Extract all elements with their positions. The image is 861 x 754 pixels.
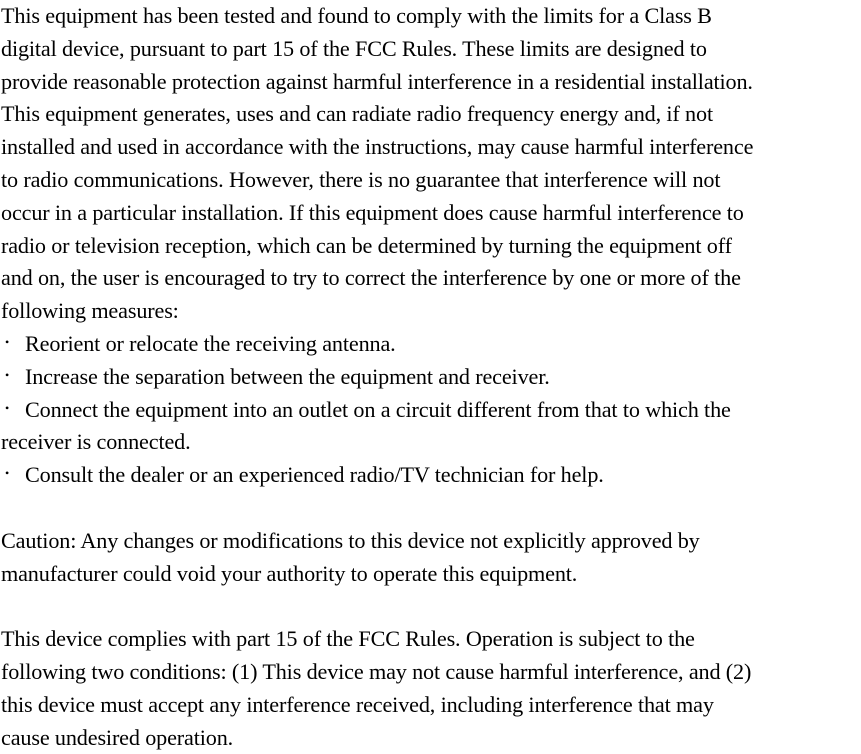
caution-paragraph (1, 525, 861, 591)
paragraph-line: Caution: Any changes or modifications to this device not explicitly approved by (1, 527, 700, 553)
fcc-class-b-paragraph (1, 0, 861, 328)
paragraph-line: this device must accept any interference received, including interference that may (1, 691, 714, 717)
list-item-text: Increase the separation between the equipment and receiver. (25, 363, 550, 389)
list-item-line (1, 328, 861, 361)
list-item-line (1, 394, 861, 427)
measures-list (1, 328, 861, 492)
paragraph-line: This equipment generates, uses and can radiate radio frequency energy and, if not (1, 101, 713, 127)
paragraph-line: This equipment has been tested and found to comply with the limits for a Class B (1, 3, 712, 28)
list-item-line (1, 361, 861, 394)
paragraph-line: occur in a particular installation. If this equipment does cause harmful interference to (1, 199, 744, 225)
list-item (1, 459, 861, 492)
paragraph-line: and on, the user is encouraged to try to correct the interference by one or more of the (1, 265, 741, 291)
compliance-paragraph (1, 623, 861, 754)
bullet-icon: • (5, 367, 10, 382)
paragraph-line: cause undesired operation. (1, 724, 234, 750)
list-item-line (1, 459, 861, 492)
list-item-text: Reorient or relocate the receiving antenna. (25, 330, 396, 356)
paragraph-line: installed and used in accordance with the instructions, may cause harmful interference (1, 134, 754, 160)
paragraph-line: digital device, pursuant to part 15 of the FCC Rules. These limits are designed to (1, 35, 707, 61)
bullet-icon: • (5, 334, 10, 349)
bullet-icon: • (5, 466, 10, 481)
paragraph-line: following two conditions: (1) This device may not cause harmful interference, and (2) (1, 658, 752, 684)
paragraph-line: following measures: (1, 298, 179, 324)
list-item-text: Connect the equipment into an outlet on a circuit different from that to which the (25, 396, 731, 422)
paragraph-spacer (1, 492, 861, 525)
paragraph-line: This device complies with part 15 of the FCC Rules. Operation is subject to the (1, 626, 695, 652)
list-item-text: Consult the dealer or an experienced radio/TV technician for help. (25, 462, 604, 488)
list-item (1, 328, 861, 361)
list-item (1, 394, 861, 460)
paragraph-line: radio or television reception, which can be determined by turning the equipment off (1, 232, 732, 258)
bullet-icon: • (5, 400, 10, 415)
paragraph-line: provide reasonable protection against harmful interference in a residential installation. (1, 68, 753, 94)
paragraph-line: to radio communications. However, there is no guarantee that interference will not (1, 166, 721, 192)
paragraph-line: manufacturer could void your authority to operate this equipment. (1, 560, 578, 586)
list-item (1, 361, 861, 394)
paragraph-spacer (1, 590, 861, 623)
list-item-continuation: receiver is connected. (1, 429, 191, 455)
